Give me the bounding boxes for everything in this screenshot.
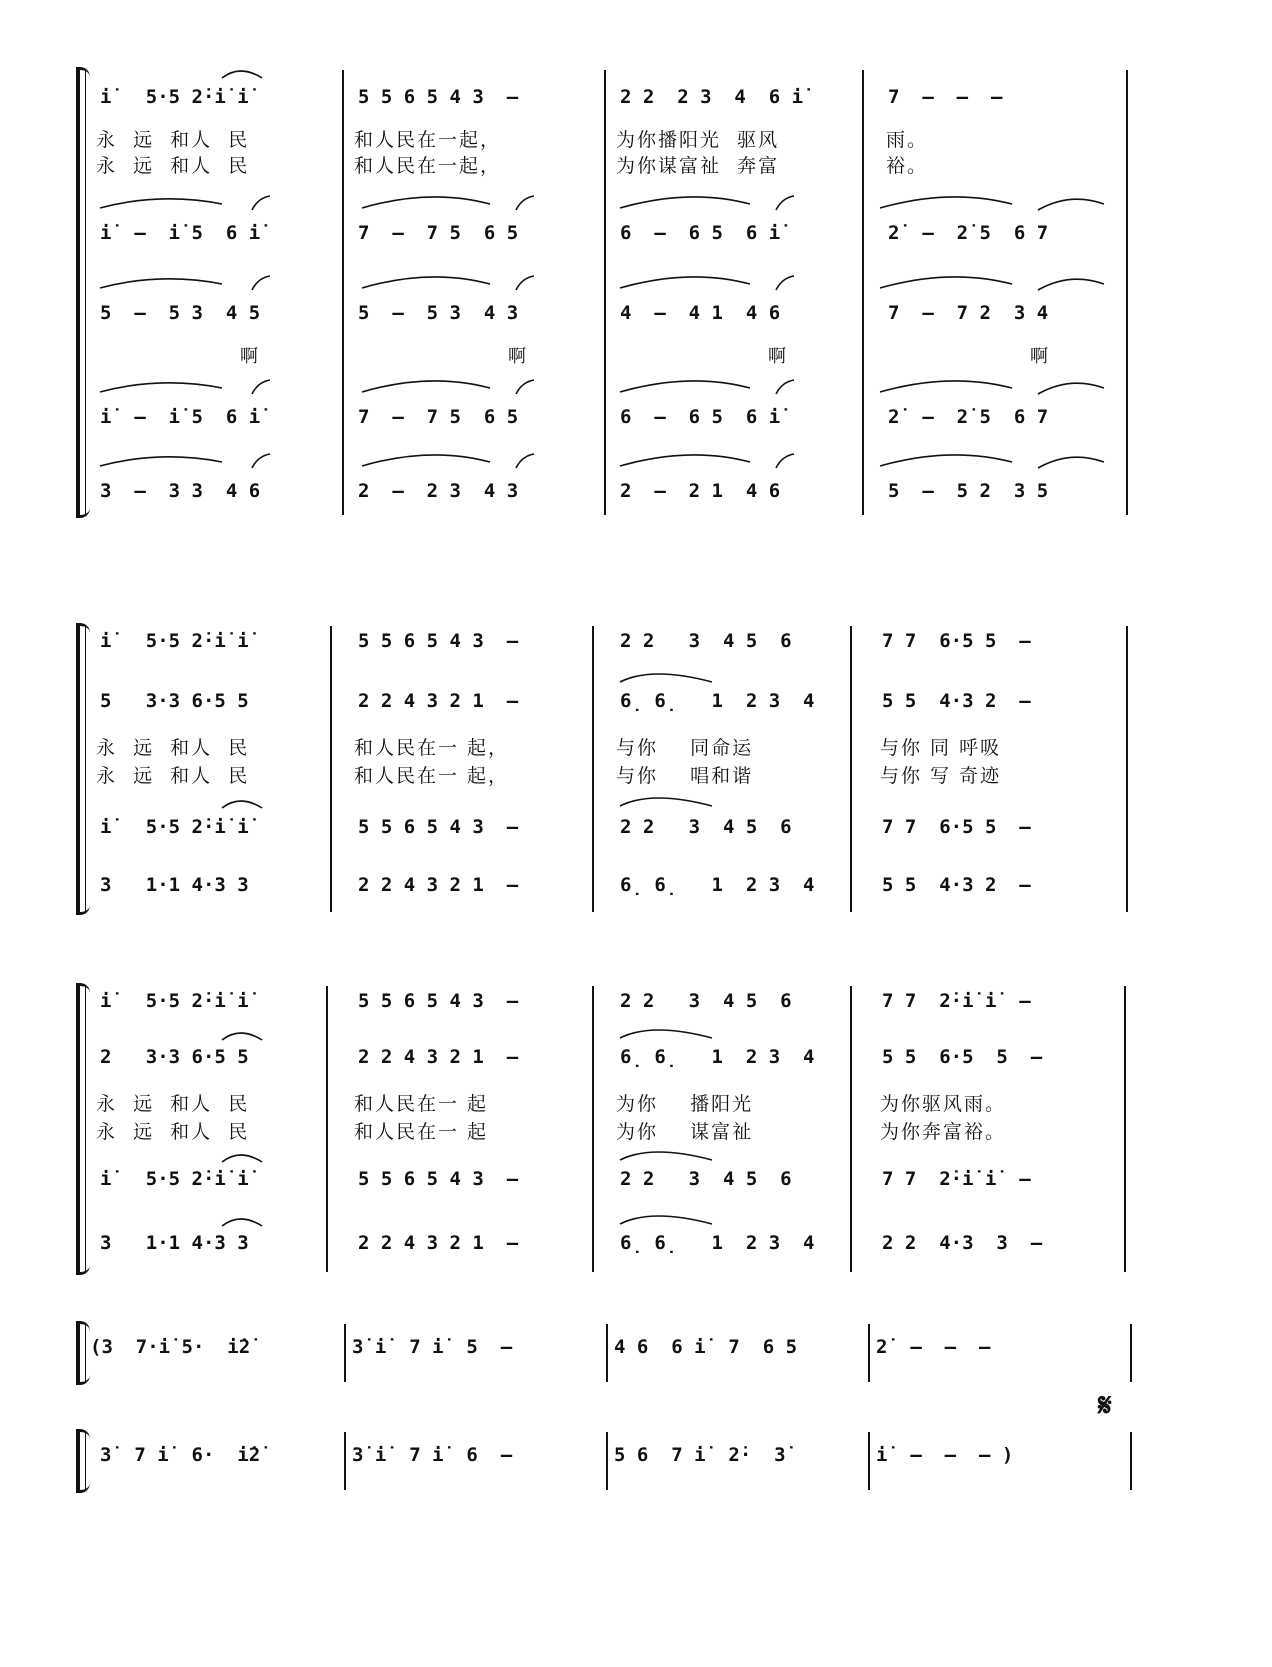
note-row-5 <box>100 476 1242 506</box>
lyric-measure: 与你 写 奇迹 <box>880 765 1002 787</box>
lyric-measure: 和人民在一 起， <box>354 765 510 787</box>
measure: 2 2 2 3 4 6 i̇ <box>620 86 804 108</box>
lyric-measure: 雨。 <box>886 129 929 151</box>
note-row-1 <box>100 82 1242 112</box>
lyric-measure: 与你 同 呼吸 <box>880 737 1002 759</box>
measure: 5 – 5 3 4 5 <box>100 302 261 324</box>
measure: (3 7·i̇ 5· i̇2̇ <box>90 1336 251 1358</box>
measure: i̇ – i̇ 5 6 i̇ <box>100 222 261 244</box>
measure: 3 1·1 4·3 3 <box>100 1232 249 1254</box>
measure: 6 – 6 5 6 i̇ <box>620 406 781 428</box>
measure: 5 6 7 i̇ 2̇· 3̇ <box>614 1444 786 1466</box>
measure: 2 2 4 3 2 1 – <box>358 690 519 712</box>
lyric-measure: 和人民在一起， <box>354 129 502 151</box>
system-1 <box>0 70 1272 515</box>
measure: 5 5 4·3 2 – <box>882 874 1031 896</box>
ah-lyric: 啊 <box>508 346 526 367</box>
lyric-measure: 为你 谋富祉 <box>616 1121 754 1143</box>
note-row-3 <box>100 812 1242 842</box>
measure: 4 6 6 i̇ 7 6 5 <box>614 1336 798 1358</box>
measure: 3 – 3 3 4 6 <box>100 480 261 502</box>
measure: 2̇ – 2̇ 5 6 7 <box>888 222 1049 244</box>
lyric-measure: 为你 播阳光 <box>616 1093 754 1115</box>
measure: 2 2 3 4 5 6 <box>620 990 792 1012</box>
system-3 <box>0 986 1272 1272</box>
measure: 2 2 4·3 3 – <box>882 1232 1043 1254</box>
lyric-row-2 <box>96 152 1242 180</box>
lyric-measure: 与你 同命运 <box>616 737 754 759</box>
measure: 7 – 7 5 6 5 <box>358 222 519 244</box>
measure: 2 3·3 6·5 5 <box>100 1046 249 1068</box>
measure: 2 2 3 4 5 6 <box>620 816 792 838</box>
lyric-row-1 <box>96 1090 1242 1118</box>
lyric-row-2 <box>96 1118 1242 1146</box>
measure: 7 7 6·5 5 – <box>882 630 1031 652</box>
measure: 4 – 4 1 4 6 <box>620 302 781 324</box>
measure: 7 7 6·5 5 – <box>882 816 1031 838</box>
lyric-measure: 和人民在一 起 <box>354 1121 489 1143</box>
lyric-measure: 永 远 和人 民 <box>96 1093 250 1115</box>
lyric-measure: 永 远 和人 民 <box>96 765 250 787</box>
ah-lyric: 啊 <box>240 346 258 367</box>
measure: 5 5 6·5 5 – <box>882 1046 1043 1068</box>
measure: 7 – – – <box>888 86 1003 108</box>
note-row-1 <box>100 626 1242 656</box>
measure: 5 – 5 3 4 3 <box>358 302 519 324</box>
lyric-measure: 和人民在一 起， <box>354 737 510 759</box>
lyric-measure: 永 远 和人 民 <box>96 155 250 177</box>
measure: 5 3·3 6·5 5 <box>100 690 249 712</box>
measure: 5 5 6 5 4 3 – <box>358 816 519 838</box>
ah-lyric: 啊 <box>768 346 786 367</box>
note-row-1 <box>100 986 1242 1016</box>
measure: i̇ 5·5 2̇·i̇ i̇ <box>100 990 249 1012</box>
segno-sign: 𝄋 <box>1098 1386 1112 1424</box>
lyric-measure: 为你播阳光 驱风 <box>616 129 780 151</box>
lyric-row-1 <box>96 734 1242 762</box>
measure: 5 5 6 5 4 3 – <box>358 990 519 1012</box>
measure: i̇ 5·5 2̇·i̇ i̇ <box>100 1168 249 1190</box>
lyric-measure: 为你奔富裕。 <box>880 1121 1007 1143</box>
lyric-measure: 为你驱风雨。 <box>880 1093 1007 1115</box>
system-brace <box>76 626 90 912</box>
measure: 5 5 6 5 4 3 – <box>358 86 519 108</box>
system-brace <box>76 70 90 515</box>
measure: i̇ 5·5 2̇·i̇ i̇ <box>100 816 249 838</box>
lyric-measure: 永 远 和人 民 <box>96 737 250 759</box>
measure: 6̣ 6̣ 1 2 3 4 <box>620 1046 815 1068</box>
measure: 7 7 2̇·i̇ i̇ – <box>882 990 1031 1012</box>
lyric-measure: 与你 唱和谐 <box>616 765 754 787</box>
ah-lyric: 啊 <box>1030 346 1048 367</box>
note-row-2 <box>100 1042 1242 1072</box>
note-row-2 <box>100 218 1242 248</box>
system-brace <box>76 1432 90 1490</box>
measure: i̇ 5·5 2̇·i̇ i̇ <box>100 630 249 652</box>
measure: 6̣ 6̣ 1 2 3 4 <box>620 1232 815 1254</box>
measure: 2 – 2 1 4 6 <box>620 480 781 502</box>
measure: 3̇ i̇ 7 i̇ 6 – <box>352 1444 513 1466</box>
measure: 2̇ – – – <box>876 1336 991 1358</box>
measure: i̇ 5·5 2̇·i̇ i̇ <box>100 86 249 108</box>
measure: 2̇ – 2̇ 5 6 7 <box>888 406 1049 428</box>
system-brace <box>76 986 90 1272</box>
measure: i̇ – – – ) <box>876 1444 1014 1466</box>
note-row-3 <box>100 298 1242 328</box>
note-row-2 <box>100 686 1242 716</box>
measure: 7 7 2̇·i̇ i̇ – <box>882 1168 1031 1190</box>
measure: i̇ – i̇ 5 6 i̇ <box>100 406 261 428</box>
note-row-3 <box>100 1164 1242 1194</box>
measure: 2 2 3 4 5 6 <box>620 1168 792 1190</box>
note-row-4 <box>100 1228 1242 1258</box>
measure: 7 – 7 2 3 4 <box>888 302 1049 324</box>
note-row-4 <box>100 870 1242 900</box>
note-row-4 <box>100 402 1242 432</box>
measure: 2 – 2 3 4 3 <box>358 480 519 502</box>
measure: 7 – 7 5 6 5 <box>358 406 519 428</box>
measure: 6 – 6 5 6 i̇ <box>620 222 781 244</box>
measure: 5 – 5 2 3 5 <box>888 480 1049 502</box>
measure: 5 5 6 5 4 3 – <box>358 630 519 652</box>
measure: 5 5 6 5 4 3 – <box>358 1168 519 1190</box>
measure: 6̣ 6̣ 1 2 3 4 <box>620 690 815 712</box>
measure: 6̣ 6̣ 1 2 3 4 <box>620 874 815 896</box>
system-2 <box>0 626 1272 912</box>
note-row-1 <box>90 1332 1242 1362</box>
measure: 5 5 4·3 2 – <box>882 690 1031 712</box>
lyric-measure: 和人民在一起， <box>354 155 502 177</box>
lyric-row-1 <box>96 126 1242 154</box>
measure: 3 1·1 4·3 3 <box>100 874 249 896</box>
system-5 <box>0 1432 1272 1490</box>
measure: 3̇ 7 i̇ 6· i̇2̇ <box>100 1444 261 1466</box>
measure: 3̇ i̇ 7 i̇ 5 – <box>352 1336 513 1358</box>
lyric-row-2 <box>96 762 1242 790</box>
note-row-1 <box>100 1440 1242 1470</box>
lyric-measure: 为你谋富祉 奔富 <box>616 155 780 177</box>
measure: 2 2 4 3 2 1 – <box>358 874 519 896</box>
measure: 2 2 3 4 5 6 <box>620 630 792 652</box>
system-4 <box>0 1324 1272 1382</box>
system-brace <box>76 1324 90 1382</box>
measure: 2 2 4 3 2 1 – <box>358 1046 519 1068</box>
lyric-measure: 永 远 和人 民 <box>96 1121 250 1143</box>
lyric-measure: 裕。 <box>886 155 929 177</box>
lyric-measure: 永 远 和人 民 <box>96 129 250 151</box>
lyric-measure: 和人民在一 起 <box>354 1093 489 1115</box>
measure: 2 2 4 3 2 1 – <box>358 1232 519 1254</box>
